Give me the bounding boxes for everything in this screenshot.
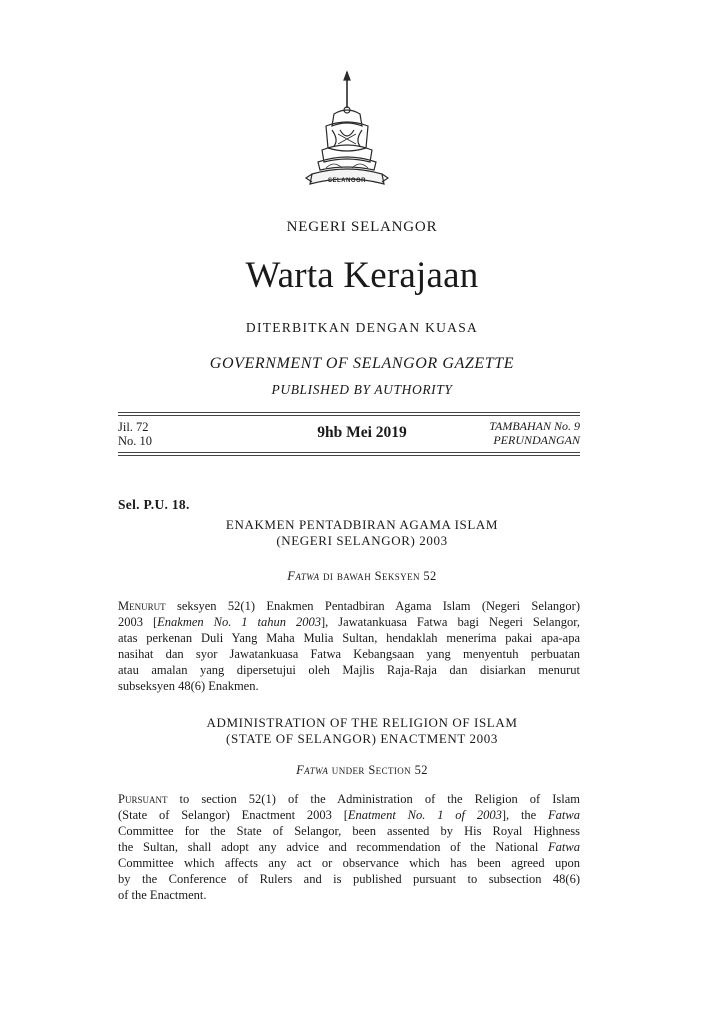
malay-subheading — [0, 569, 724, 584]
bottom-rule-1 — [118, 452, 580, 453]
english-fatwa-italic-2: Fatwa — [548, 840, 580, 854]
malay-para-line1: seksyen 52(1) Enakmen Pentadbiran Agama Islam (Negeri Selangor) — [176, 599, 580, 613]
malay-heading-line1: ENAKMEN PENTADBIRAN AGAMA ISLAM — [225, 517, 499, 532]
english-heading — [0, 715, 724, 747]
english-heading-line2: (STATE OF SELANGOR) ENACTMENT 2003 — [226, 731, 498, 746]
malay-para-line3: atas perkenan Duli Yang Maha Mulia Sultan, hendaklah menerima pakai apa-apa — [118, 631, 580, 645]
malay-heading-line2: (NEGERI SELANGOR) 2003 — [276, 533, 448, 548]
published-by-authority: PUBLISHED BY AUTHORITY — [271, 382, 453, 397]
english-heading-line1: ADMINISTRATION OF THE RELIGION OF ISLAM — [206, 715, 518, 730]
english-subheading-fatwa: Fatwa — [296, 763, 329, 777]
english-enactment-ref: Enatment No. 1 of 2003 — [347, 808, 502, 822]
english-para-line3: Committee for the State of Selangor, been assented by His Royal Highness — [118, 824, 580, 838]
english-para-line1: to section 52(1) of the Administration of the Religion of Islam — [179, 792, 581, 806]
malay-paragraph — [118, 598, 580, 694]
english-para-line2c: ], the — [501, 808, 549, 822]
perundangan-label: PERUNDANGAN — [493, 433, 580, 447]
top-rule-2 — [118, 415, 580, 416]
malay-heading — [0, 517, 724, 549]
english-para-lead: Pursuant — [118, 792, 168, 806]
malay-subheading-fatwa: Fatwa — [287, 569, 320, 583]
tambahan-no: No. 9 — [553, 419, 580, 433]
issue-date: 9hb Mei 2019 — [317, 424, 407, 441]
top-rule-1 — [118, 412, 580, 413]
issue-number: No. 10 — [118, 434, 153, 448]
volume-number: Jil. 72 — [118, 420, 149, 434]
english-para-line2a: (State of Selangor) Enactment 2003 [ — [118, 808, 348, 822]
diterbitkan-line: DITERBITKAN DENGAN KUASA — [245, 320, 479, 335]
english-fatwa-italic-1: Fatwa — [548, 808, 580, 822]
english-paragraph — [118, 791, 580, 903]
malay-para-lead: Menurut — [118, 599, 166, 613]
english-subheading — [0, 763, 724, 778]
malay-para-line4: nasihat dan syor Jawatankuasa Fatwa Kebangsaan yang menyentuh perbuatan — [118, 647, 580, 661]
gazette-english-title: GOVERNMENT OF SELANGOR GAZETTE — [209, 355, 515, 372]
tambahan-label: TAMBAHAN — [489, 419, 551, 433]
supplement-info — [489, 419, 580, 447]
english-para-line5: Committee which affects any act or observance which has been agreed upon — [118, 856, 580, 870]
malay-para-line6: subseksyen 48(6) Enakmen. — [118, 679, 259, 693]
gazette-title: Warta Kerajaan — [245, 255, 479, 296]
crest-ribbon-text: SELANGOR — [327, 178, 367, 184]
malay-para-line2c: ], Jawatankuasa Fatwa bagi Negeri Selangor, — [320, 615, 580, 629]
notice-reference: Sel. P.U. 18. — [118, 497, 190, 512]
bottom-rule-2 — [118, 455, 580, 456]
state-name: NEGERI SELANGOR — [286, 219, 438, 235]
english-para-line4a: the Sultan, shall adopt any advice and recommendation of the National — [118, 840, 549, 854]
english-para-line6: by the Conference of Rulers and is published pursuant to subsection 48(6) — [118, 872, 580, 886]
english-para-line7: of the Enactment. — [118, 888, 207, 902]
supplement-number — [489, 419, 580, 433]
malay-para-line2a: 2003 [ — [118, 615, 158, 629]
malay-enactment-ref: Enakmen No. 1 tahun 2003 — [157, 615, 321, 629]
malay-para-line5: atau amalan yang dipersetujui oleh Majlis Raja-Raja dan disiarkan menurut — [118, 663, 580, 677]
english-subheading-rest: under Section 52 — [331, 763, 428, 777]
selangor-crest-emblem — [304, 70, 390, 194]
malay-subheading-rest: di bawah Seksyen 52 — [323, 569, 437, 583]
